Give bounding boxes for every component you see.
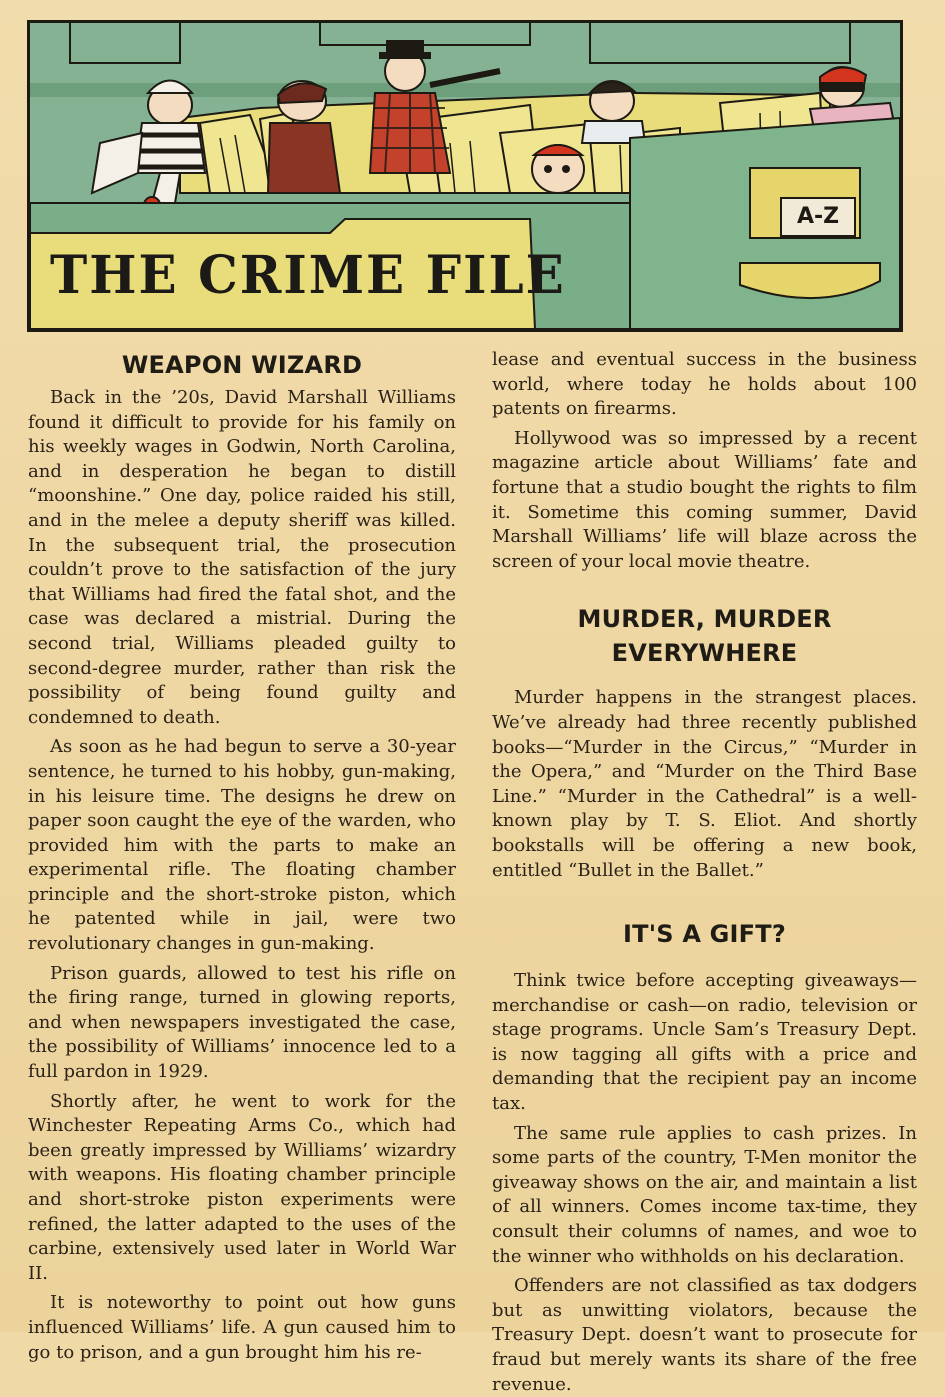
article-heading-weapon-wizard: WEAPON WIZARD	[121, 351, 363, 379]
article-paragraph: It is noteworthy to point out how guns influenced Williams’ life. A gun caused him to go to prison, and a gun brought him his re-	[28, 1292, 456, 1363]
article-paragraph: Prison guards, allowed to test his rifle on the firing range, turned in glowing reports, and when newspapers investigated the case, the possibility of Williams’ innocence led to a full pardon in 1929.	[28, 962, 456, 1083]
article-paragraph-continued: lease and eventual success in the business world, where today he holds about 100 patents on firearms.	[492, 349, 917, 420]
drawer-label: A-Z	[780, 197, 856, 237]
article-paragraph: Back in the ’20s, David Marshall Williams found it difficult to provide for his family on his weekly wages in Godwin, North Carolina, and in desperation he began to distill “moonshine.” One day, police raided his still, and in the melee a deputy sheriff was killed. In the subsequent trial, the prosecution couldn’t prove to the satisfaction of the jury that Williams had fired the fatal shot, and the case was declared a mistrial. During the second trial, Williams pleaded guilty to second-degree murder, rather than risk the possibility of being found guilty and condemned to death.	[28, 387, 456, 728]
article-paragraph: Offenders are not classified as tax dodgers but as unwitting violators, because the Treasury Dept. doesn’t want to prosecute for fraud but merely wants its share of the free revenue.	[492, 1275, 917, 1395]
right-column	[492, 348, 917, 1397]
article-paragraph: Think twice before accepting giveaways—merchandise or cash—on radio, television or stage programs. Uncle Sam’s Treasury Dept. is now tagging all gifts with a price and demanding that the recipient pay an income tax.	[492, 970, 917, 1115]
article-paragraph: Hollywood was so impressed by a recent magazine article about Williams’ fate and fortune that a studio bought the rights to film it. Sometime this coming summer, David Marshall Williams’ life will blaze across the screen of your local movie theatre.	[492, 427, 917, 572]
article-heading-its-a-gift: IT'S A GIFT?	[623, 920, 786, 949]
banner-title: THE CRIME FILE	[50, 243, 566, 306]
article-paragraph: Shortly after, he went to work for the Winchester Repeating Arms Co., which had been greatly impressed by Williams’ wizardry with weapons. His floating chamber principle and short-stroke piston experiments were refined, the latter adapted to the uses of the carbine, extensively used later in World War II.	[28, 1090, 456, 1284]
article-paragraph: As soon as he had begun to serve a 30-year sentence, he turned to his hobby, gun-making, in his leisure time. The designs he drew on paper soon caught the eye of the warden, who provided him with the parts to make an experimental rifle. The floating chamber principle and the short-stroke piston, which he patented while in jail, were two revolutionary changes in gun-making.	[28, 736, 456, 955]
left-column	[28, 348, 456, 1365]
crime-file-banner	[27, 20, 903, 332]
article-heading-murder-everywhere: MURDER, MURDER EVERYWHERE	[577, 605, 832, 668]
article-paragraph: The same rule applies to cash prizes. In some parts of the country, T-Men monitor the giveaway shows on the air, and maintain a list of all winners. Comes income tax-time, they consult their columns of names, and woe to the winner who withholds on his declaration.	[492, 1122, 917, 1267]
girl-figure	[532, 145, 584, 193]
article-paragraph: Murder happens in the strangest places. We’ve already had three recently published books—“Murder in the Circus,” “Murder in the Opera,” and “Murder on the Third Base Line.” “Murder in the Cathedral” is a well-known play by T. S. Eliot. And shortly bookstalls will be offering a new book, entitled “Bullet in the Ballet.”	[492, 687, 917, 881]
